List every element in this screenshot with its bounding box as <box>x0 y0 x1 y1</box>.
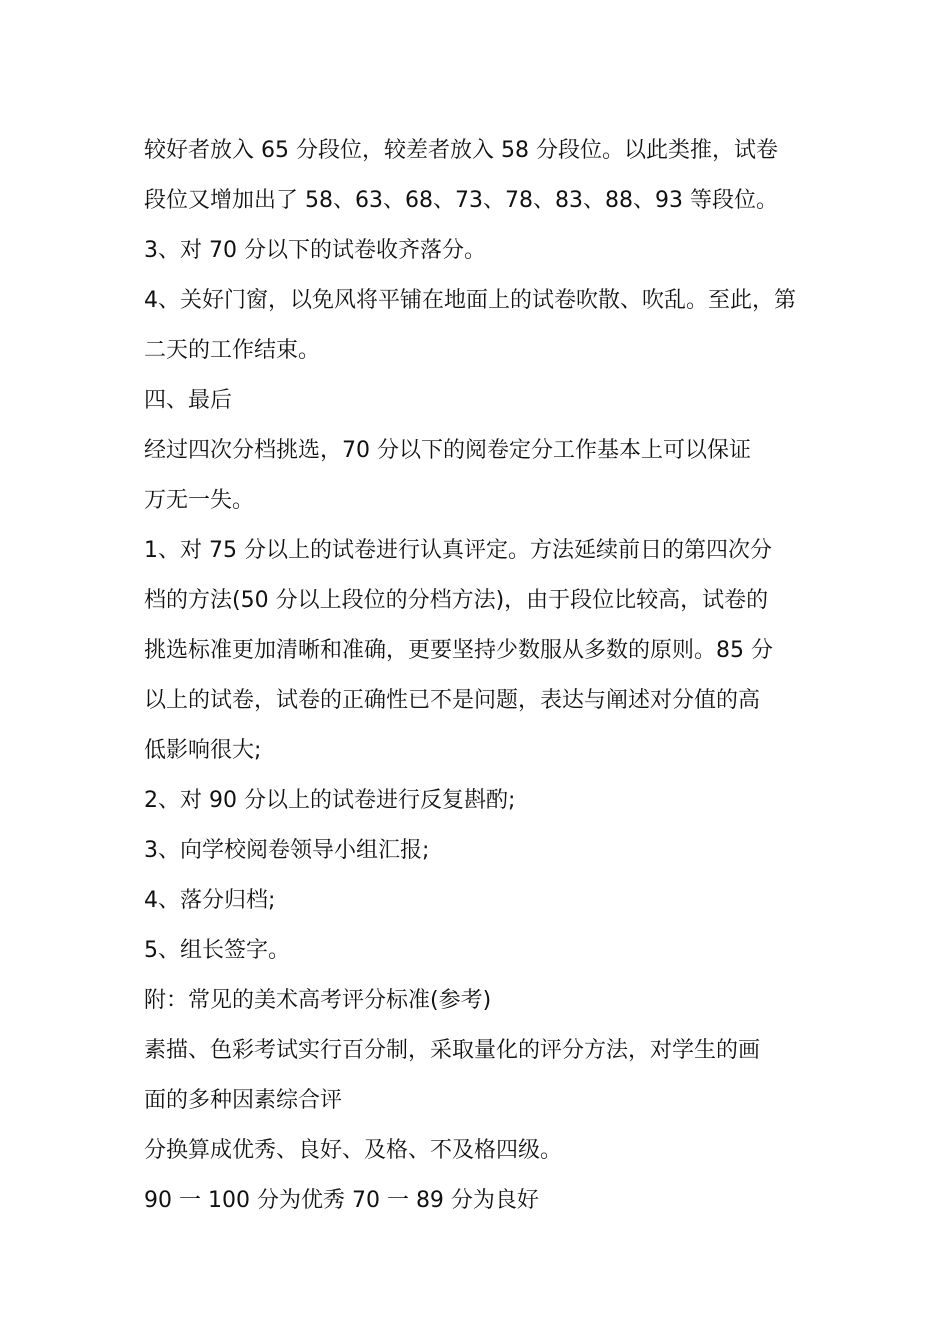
text-line: 段位又增加出了 58、63、68、73、78、83、88、93 等段位。 <box>144 188 778 213</box>
text-line: 经过四次分档挑选，70 分以下的阅卷定分工作基本上可以保证 <box>144 438 751 463</box>
text-line: 90 一 100 分为优秀 70 一 89 分为良好 <box>144 1188 539 1213</box>
text-line: 档的方法(50 分以上段位的分档方法)，由于段位比较高，试卷的 <box>144 588 769 613</box>
text-line: 二天的工作结束。 <box>144 338 321 363</box>
text-line: 万无一失。 <box>144 488 255 513</box>
list-item: 3、向学校阅卷领导小组汇报; <box>144 838 430 863</box>
list-item: 3、对 70 分以下的试卷收齐落分。 <box>144 238 486 263</box>
text-line: 素描、色彩考试实行百分制，采取量化的评分方法，对学生的画 <box>144 1038 761 1063</box>
list-item: 4、关好门窗，以免风将平铺在地面上的试卷吹散、吹乱。至此，第 <box>144 288 796 313</box>
text-line: 面的多种因素综合评 <box>144 1088 343 1113</box>
text-line: 较好者放入 65 分段位，较差者放入 58 分段位。以此类推，试卷 <box>144 138 778 163</box>
text-line: 挑选标准更加清晰和准确，更要坚持少数服从多数的原则。85 分 <box>144 638 773 663</box>
text-line: 以上的试卷，试卷的正确性已不是问题，表达与阐述对分值的高 <box>144 688 761 713</box>
list-item: 1、对 75 分以上的试卷进行认真评定。方法延续前日的第四次分 <box>144 538 772 563</box>
section-heading: 四、最后 <box>144 388 233 413</box>
appendix-heading: 附：常见的美术高考评分标准(参考) <box>144 988 492 1013</box>
list-item: 2、对 90 分以上的试卷进行反复斟酌; <box>144 788 516 813</box>
text-line: 分换算成优秀、良好、及格、不及格四级。 <box>144 1138 563 1163</box>
list-item: 4、落分归档; <box>144 888 276 913</box>
list-item: 5、组长签字。 <box>144 938 290 963</box>
document-body <box>144 126 814 1226</box>
text-line: 低影响很大; <box>144 738 262 763</box>
